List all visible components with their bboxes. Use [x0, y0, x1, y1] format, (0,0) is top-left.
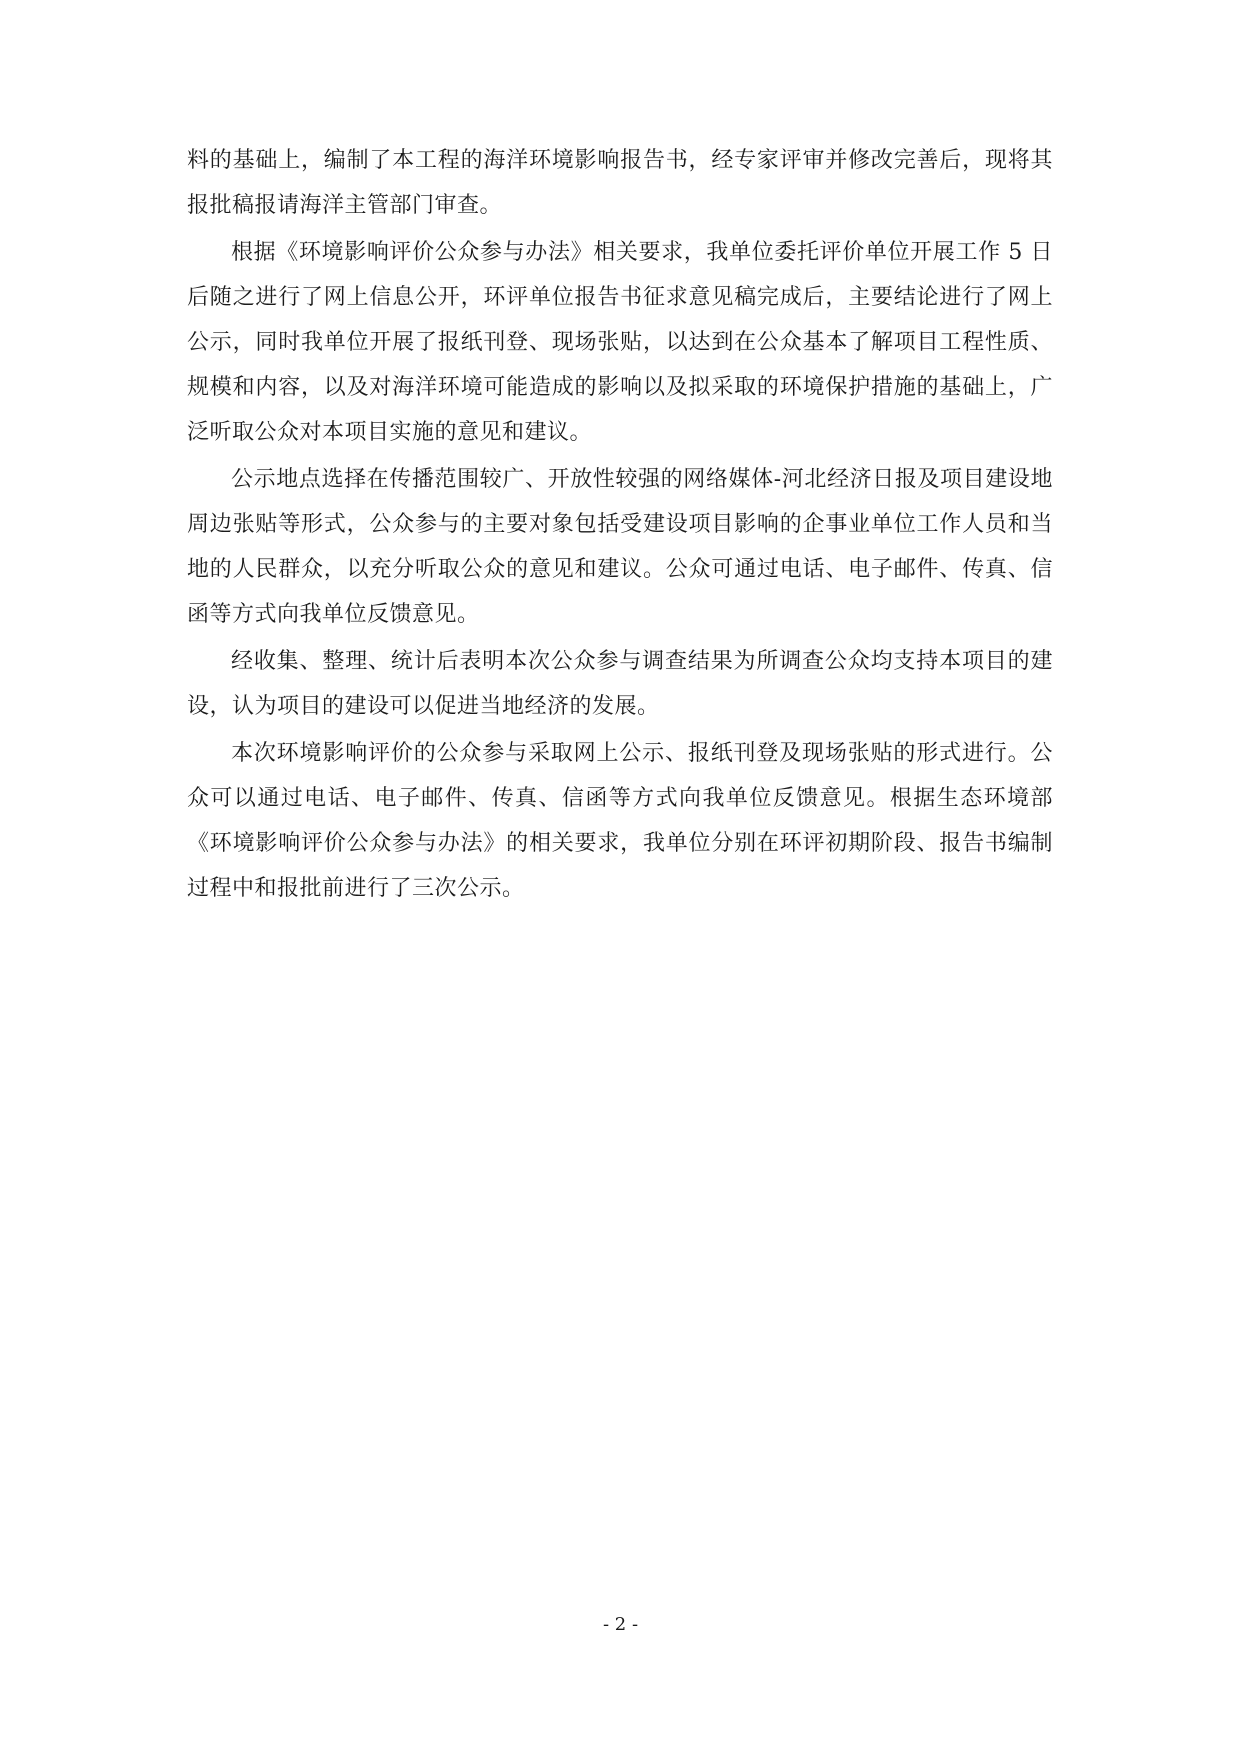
paragraph-3: 公示地点选择在传播范围较广、开放性较强的网络媒体-河北经济日报及项目建设地周边张贴等形式，公众参与的主要对象包括受建设项目影响的企事业单位工作人员和当地的人民群众，以充分听取公众的意见和建议。公众可通过电话、电子邮件、传真、信函等方式向我单位反馈意见。 — [187, 467, 1053, 627]
paragraph-5: 本次环境影响评价的公众参与采取网上公示、报纸刊登及现场张贴的形式进行。公众可以通过电话、电子邮件、传真、信函等方式向我单位反馈意见。根据生态环境部《环境影响评价公众参与办法》的相关要求，我单位分别在环评初期阶段、报告书编制过程中和报批前进行了三次公示。 — [187, 741, 1053, 901]
paragraph-4: 经收集、整理、统计后表明本次公众参与调查结果为所调查公众均支持本项目的建设，认为项目的建设可以促进当地经济的发展。 — [187, 649, 1053, 719]
page-number: - 2 - — [602, 1614, 639, 1635]
paragraph-2: 根据《环境影响评价公众参与办法》相关要求，我单位委托评价单位开展工作 5 日后随之进行了网上信息公开，环评单位报告书征求意见稿完成后，主要结论进行了网上公示，同时我单位开展了报纸刊登、现场张贴，以达到在公众基本了解项目工程性质、规模和内容，以及对海洋环境可能造成的影响以及拟采取的环境保护措施的基础上，广泛听取公众对本项目实施的意见和建议。 — [187, 240, 1053, 445]
document-body — [187, 138, 1053, 913]
paragraph-1: 料的基础上，编制了本工程的海洋环境影响报告书，经专家评审并修改完善后，现将其报批稿报请海洋主管部门审查。 — [187, 148, 1053, 218]
